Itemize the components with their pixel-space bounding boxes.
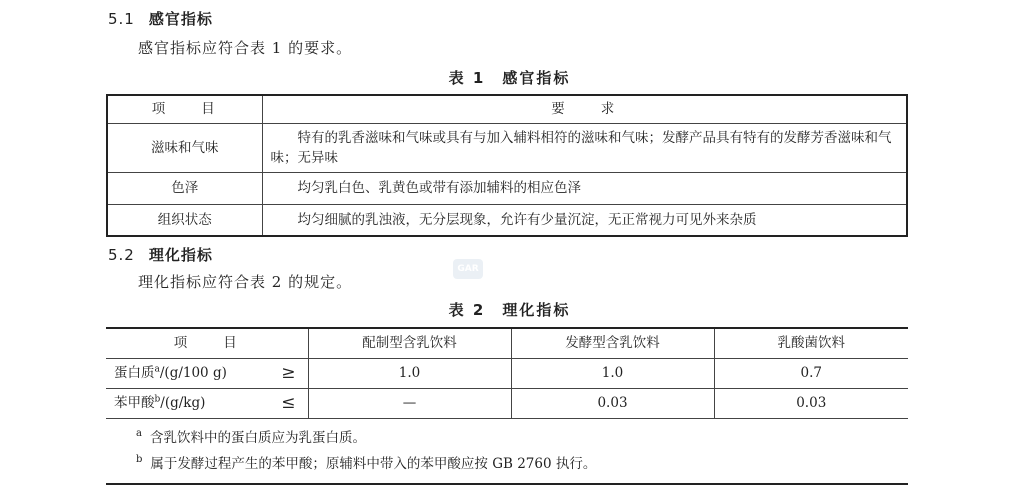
section-title: 理化指标: [148, 246, 213, 264]
comparison-operator: ≥: [281, 363, 296, 383]
section-5-1-paragraph: 感官指标应符合表 1 的要求。: [138, 39, 353, 57]
cell-value: 0.7: [714, 358, 908, 388]
table-1-sensory: [106, 94, 908, 237]
watermark-logo: GAR: [453, 259, 483, 279]
table-1-caption: 表 1 感官指标: [448, 69, 571, 87]
header-item: 项 目: [106, 328, 308, 358]
comparison-operator: ≤: [281, 393, 296, 413]
row-item: [106, 358, 308, 388]
header-requirement: 要 求: [262, 95, 907, 123]
section-number: 5.2: [108, 246, 135, 264]
footnote-row: [106, 418, 908, 484]
table-header-row: [106, 328, 908, 358]
cell-value: —: [308, 388, 511, 418]
footnote: [136, 451, 898, 477]
table-2-caption: 表 2 理化指标: [448, 301, 571, 319]
row-requirement: 均匀细腻的乳浊液，无分层现象，允许有少量沉淀，无正常视力可见外来杂质: [262, 204, 907, 236]
row-requirement: 特有的乳香滋味和气味或具有与加入辅料相符的滋味和气味；发酵产品具有特有的发酵芳香滋味和气味；无异味: [262, 123, 907, 172]
item-name: 蛋白质: [114, 365, 155, 381]
item-unit: /(g/100 g): [159, 365, 227, 381]
table-row: [107, 123, 907, 172]
row-requirement: 均匀乳白色、乳黄色或带有添加辅料的相应色泽: [262, 172, 907, 204]
table-2-physicochemical: [106, 327, 908, 485]
footnote-ref: b: [154, 394, 161, 405]
header-item: 项 目: [107, 95, 262, 123]
cell-value: 1.0: [511, 358, 714, 388]
section-5-2-heading: [108, 244, 213, 265]
footnote-ref: a: [154, 364, 160, 375]
section-number: 5.1: [108, 10, 135, 28]
table-row: [106, 388, 908, 418]
footnotes: [106, 418, 908, 484]
section-5-2-paragraph: 理化指标应符合表 2 的规定。: [138, 273, 353, 291]
footnote-text: 属于发酵过程产生的苯甲酸；原辅料中带入的苯甲酸应按 GB 2760 执行。: [150, 455, 597, 472]
footnote-mark: a: [136, 428, 142, 439]
header-lactic: 乳酸菌饮料: [714, 328, 908, 358]
header-fermented: 发酵型含乳饮料: [511, 328, 714, 358]
table-header-row: [107, 95, 907, 123]
row-item: 色泽: [107, 172, 262, 204]
item-name: 苯甲酸: [114, 395, 155, 411]
row-item: 滋味和气味: [107, 123, 262, 172]
footnote-mark: b: [136, 454, 143, 465]
item-unit: /(g/kg): [160, 395, 206, 411]
section-title: 感官指标: [148, 10, 213, 28]
cell-value: 0.03: [714, 388, 908, 418]
row-item: 组织状态: [107, 204, 262, 236]
table-row: [106, 358, 908, 388]
table-row: [107, 172, 907, 204]
section-5-1-heading: [108, 8, 213, 29]
footnote: [136, 425, 898, 451]
cell-value: 1.0: [308, 358, 511, 388]
cell-value: 0.03: [511, 388, 714, 418]
table-row: [107, 204, 907, 236]
header-formulated: 配制型含乳饮料: [308, 328, 511, 358]
footnote-text: 含乳饮料中的蛋白质应为乳蛋白质。: [149, 429, 366, 446]
row-item: [106, 388, 308, 418]
